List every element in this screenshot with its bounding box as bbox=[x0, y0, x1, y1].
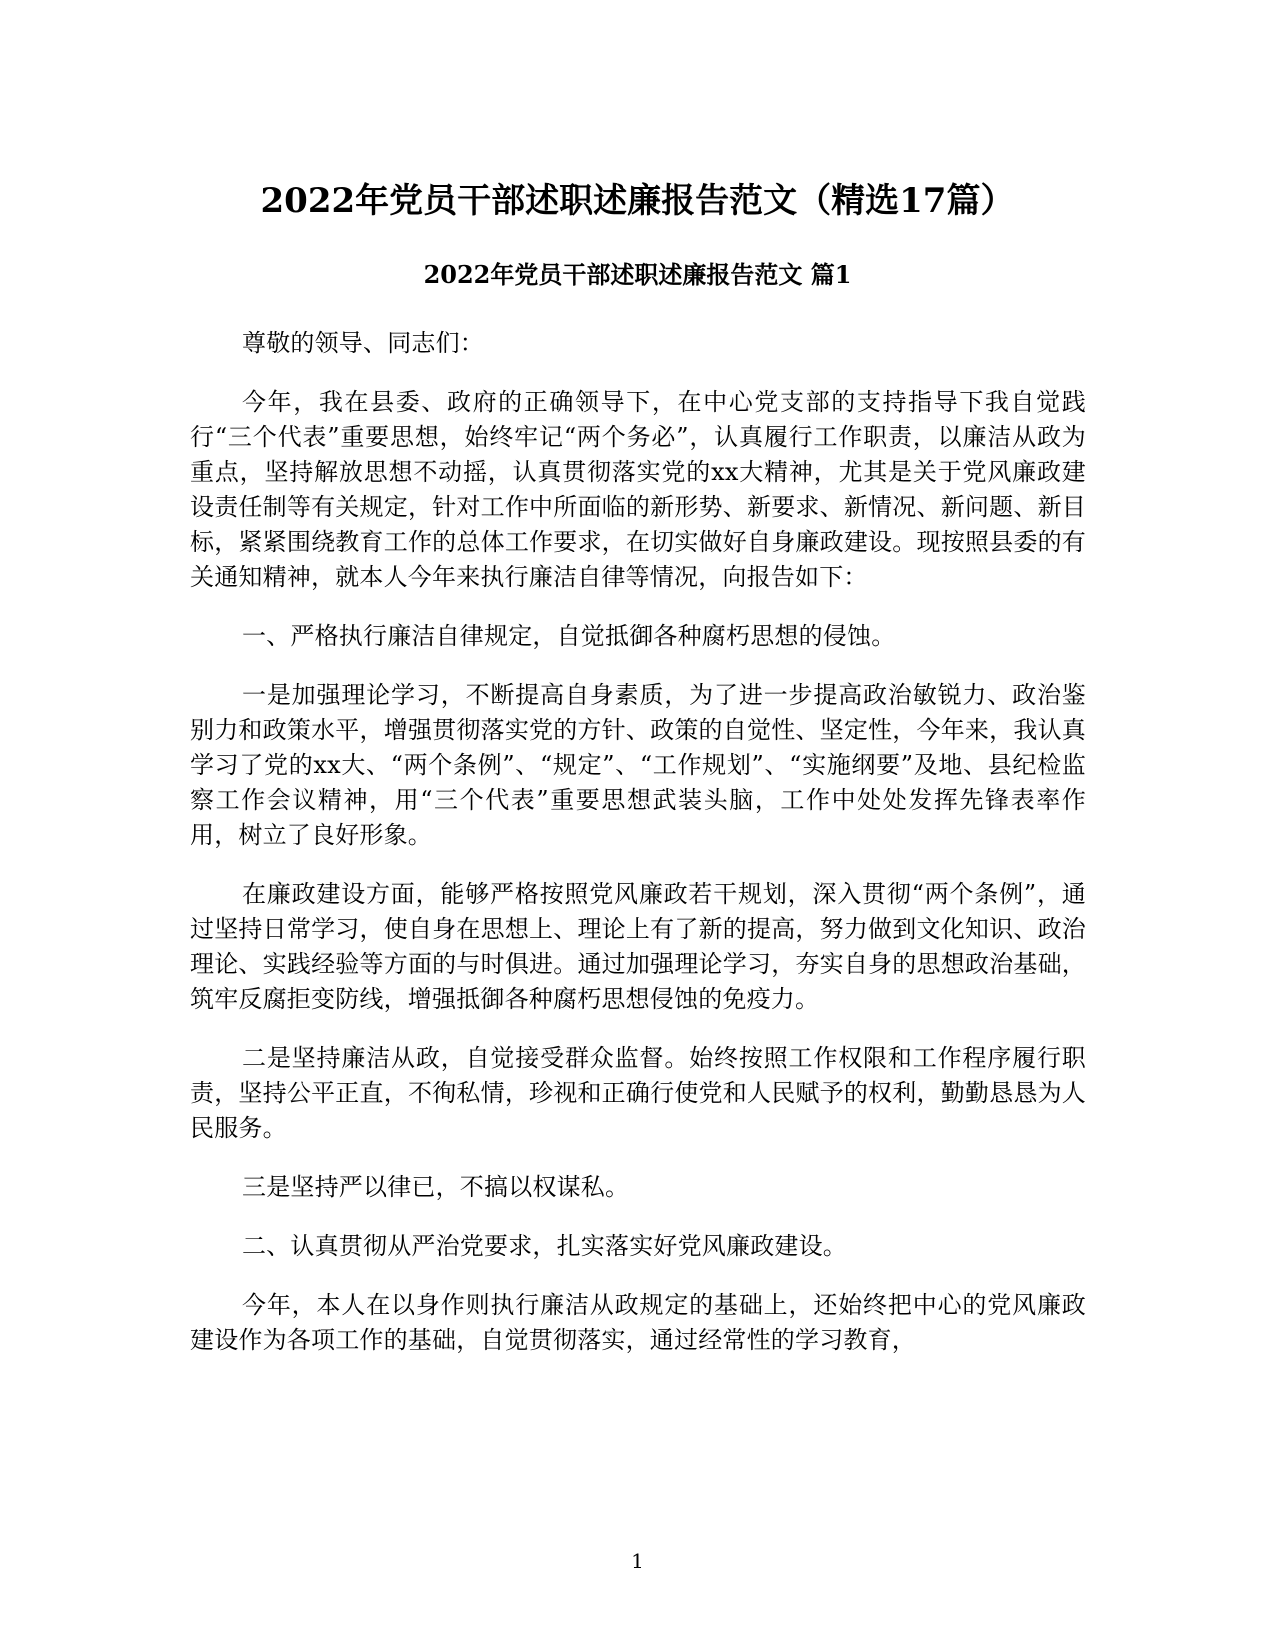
paragraph-intro: 今年，我在县委、政府的正确领导下，在中心党支部的支持指导下我自觉践行“三个代表”重要思想，始终牢记“两个务必”，认真履行工作职责，以廉洁从政为重点，坚持解放思想不动摇，认真贯彻落实党的xx大精神，尤其是关于党风廉政建设责任制等有关规定，针对工作中所面临的新形势、新要求、新情况、新问题、新目标，紧紧围绕教育工作的总体工作要求，在切实做好自身廉政建设。现按照县委的有关通知精神，就本人今年来执行廉洁自律等情况，向报告如下： bbox=[190, 388, 1086, 591]
paragraph-implementation: 今年，本人在以身作则执行廉洁从政规定的基础上，还始终把中心的党风廉政建设作为各项工作的基础，自觉贯彻落实，通过经常性的学习教育， bbox=[190, 1291, 1086, 1354]
document-body bbox=[190, 326, 1086, 1382]
page-number: 1 bbox=[631, 1549, 644, 1573]
paragraph-supervision: 二是坚持廉洁从政，自觉接受群众监督。始终按照工作权限和工作程序履行职责，坚持公平正直，不徇私情，珍视和正确行使党和人民赋予的权利，勤勤恳恳为人民服务。 bbox=[190, 1044, 1086, 1142]
paragraph-heading-one: 一、严格执行廉洁自律规定，自觉抵御各种腐朽思想的侵蚀。 bbox=[242, 622, 896, 650]
paragraph-self-discipline: 三是坚持严以律已，不搞以权谋私。 bbox=[242, 1173, 630, 1201]
paragraph-integrity: 在廉政建设方面，能够严格按照党风廉政若干规划，深入贯彻“两个条例”，通过坚持日常学习，使自身在思想上、理论上有了新的提高，努力做到文化知识、政治理论、实践经验等方面的与时俱进。通过加强理论学习，夯实自身的思想政治基础，筑牢反腐拒变防线，增强抵御各种腐朽思想侵蚀的免疫力。 bbox=[190, 880, 1086, 1013]
paragraph-salutation: 尊敬的领导、同志们： bbox=[242, 329, 484, 357]
paragraph-study: 一是加强理论学习，不断提高自身素质，为了进一步提高政治敏锐力、政治鉴别力和政策水平，增强贯彻落实党的方针、政策的自觉性、坚定性，今年来，我认真学习了党的xx大、“两个条例”、“规定”、“工作规划”、“实施纲要”及地、县纪检监察工作会议精神，用“三个代表”重要思想武装头脑，工作中处处发挥先锋表率作用，树立了良好形象。 bbox=[190, 681, 1086, 849]
page-title: 2022年党员干部述职述廉报告范文（精选17篇） bbox=[260, 181, 1015, 221]
paragraph-heading-two: 二、认真贯彻从严治党要求，扎实落实好党风廉政建设。 bbox=[242, 1232, 847, 1260]
section-title: 2022年党员干部述职述廉报告范文 篇1 bbox=[423, 260, 852, 289]
